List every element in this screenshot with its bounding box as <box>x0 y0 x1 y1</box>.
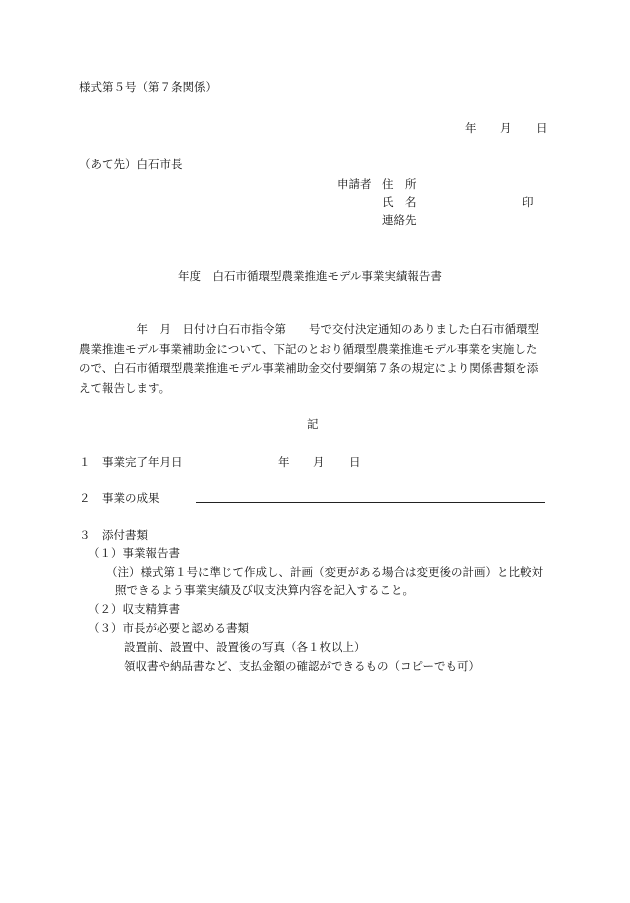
body-paragraph <box>79 320 551 398</box>
date-year-label: 年 <box>465 121 477 135</box>
address-label: 住 所 <box>382 177 417 191</box>
applicant-label: 申請者 <box>337 177 372 191</box>
body-line: 年 月 日付け白石市指令第 号で交付決定通知のありました白石市循環型 <box>79 322 539 336</box>
addressee: （あて先）白石市長 <box>79 157 183 171</box>
attachment-1-note: （注）様式第１号に準じて作成し、計画（変更がある場合は変更後の計画）と比較対 <box>106 565 543 579</box>
body-line: えて報告します。 <box>79 380 171 395</box>
contact-label: 連絡先 <box>382 213 417 227</box>
attachment-3-receipts: 領収書や納品書など、支払金額の確認ができるもの（コピーでも可） <box>124 659 481 673</box>
item1-year: 年 <box>278 455 290 469</box>
form-number: 様式第５号（第７条関係） <box>79 80 217 94</box>
item2-label: ２ 事業の成果 <box>79 491 160 505</box>
item1-label: １ 事業完了年月日 <box>79 455 183 469</box>
attachment-3: （３）市長が必要と認める書類 <box>88 621 249 635</box>
body-line: 農業推進モデル事業補助金について、下記のとおり循環型農業推進モデル事業を実施した <box>79 341 538 356</box>
name-label: 氏 名 <box>382 195 417 209</box>
item1-day: 日 <box>349 455 361 469</box>
seal-mark: 印 <box>522 195 534 209</box>
date-day-label: 日 <box>536 121 548 135</box>
item3-label: ３ 添付書類 <box>79 528 148 542</box>
attachment-1: （１）事業報告書 <box>88 546 180 560</box>
attachment-3-photos: 設置前、設置中、設置後の写真（各１枚以上） <box>124 640 366 654</box>
body-line: ので、白石市循環型農業推進モデル事業補助金交付要綱第７条の規定により関係書類を添 <box>79 361 539 375</box>
ki-heading: 記 <box>307 417 319 431</box>
item1-month: 月 <box>313 455 325 469</box>
attachment-1-note-cont: 照できるよう事業実績及び収支決算内容を記入すること。 <box>115 583 414 597</box>
results-underline <box>196 502 545 503</box>
document-title: 年度 白石市循環型農業推進モデル事業実績報告書 <box>178 269 442 283</box>
date-month-label: 月 <box>500 121 512 135</box>
attachment-2: （２）収支精算書 <box>88 602 180 616</box>
